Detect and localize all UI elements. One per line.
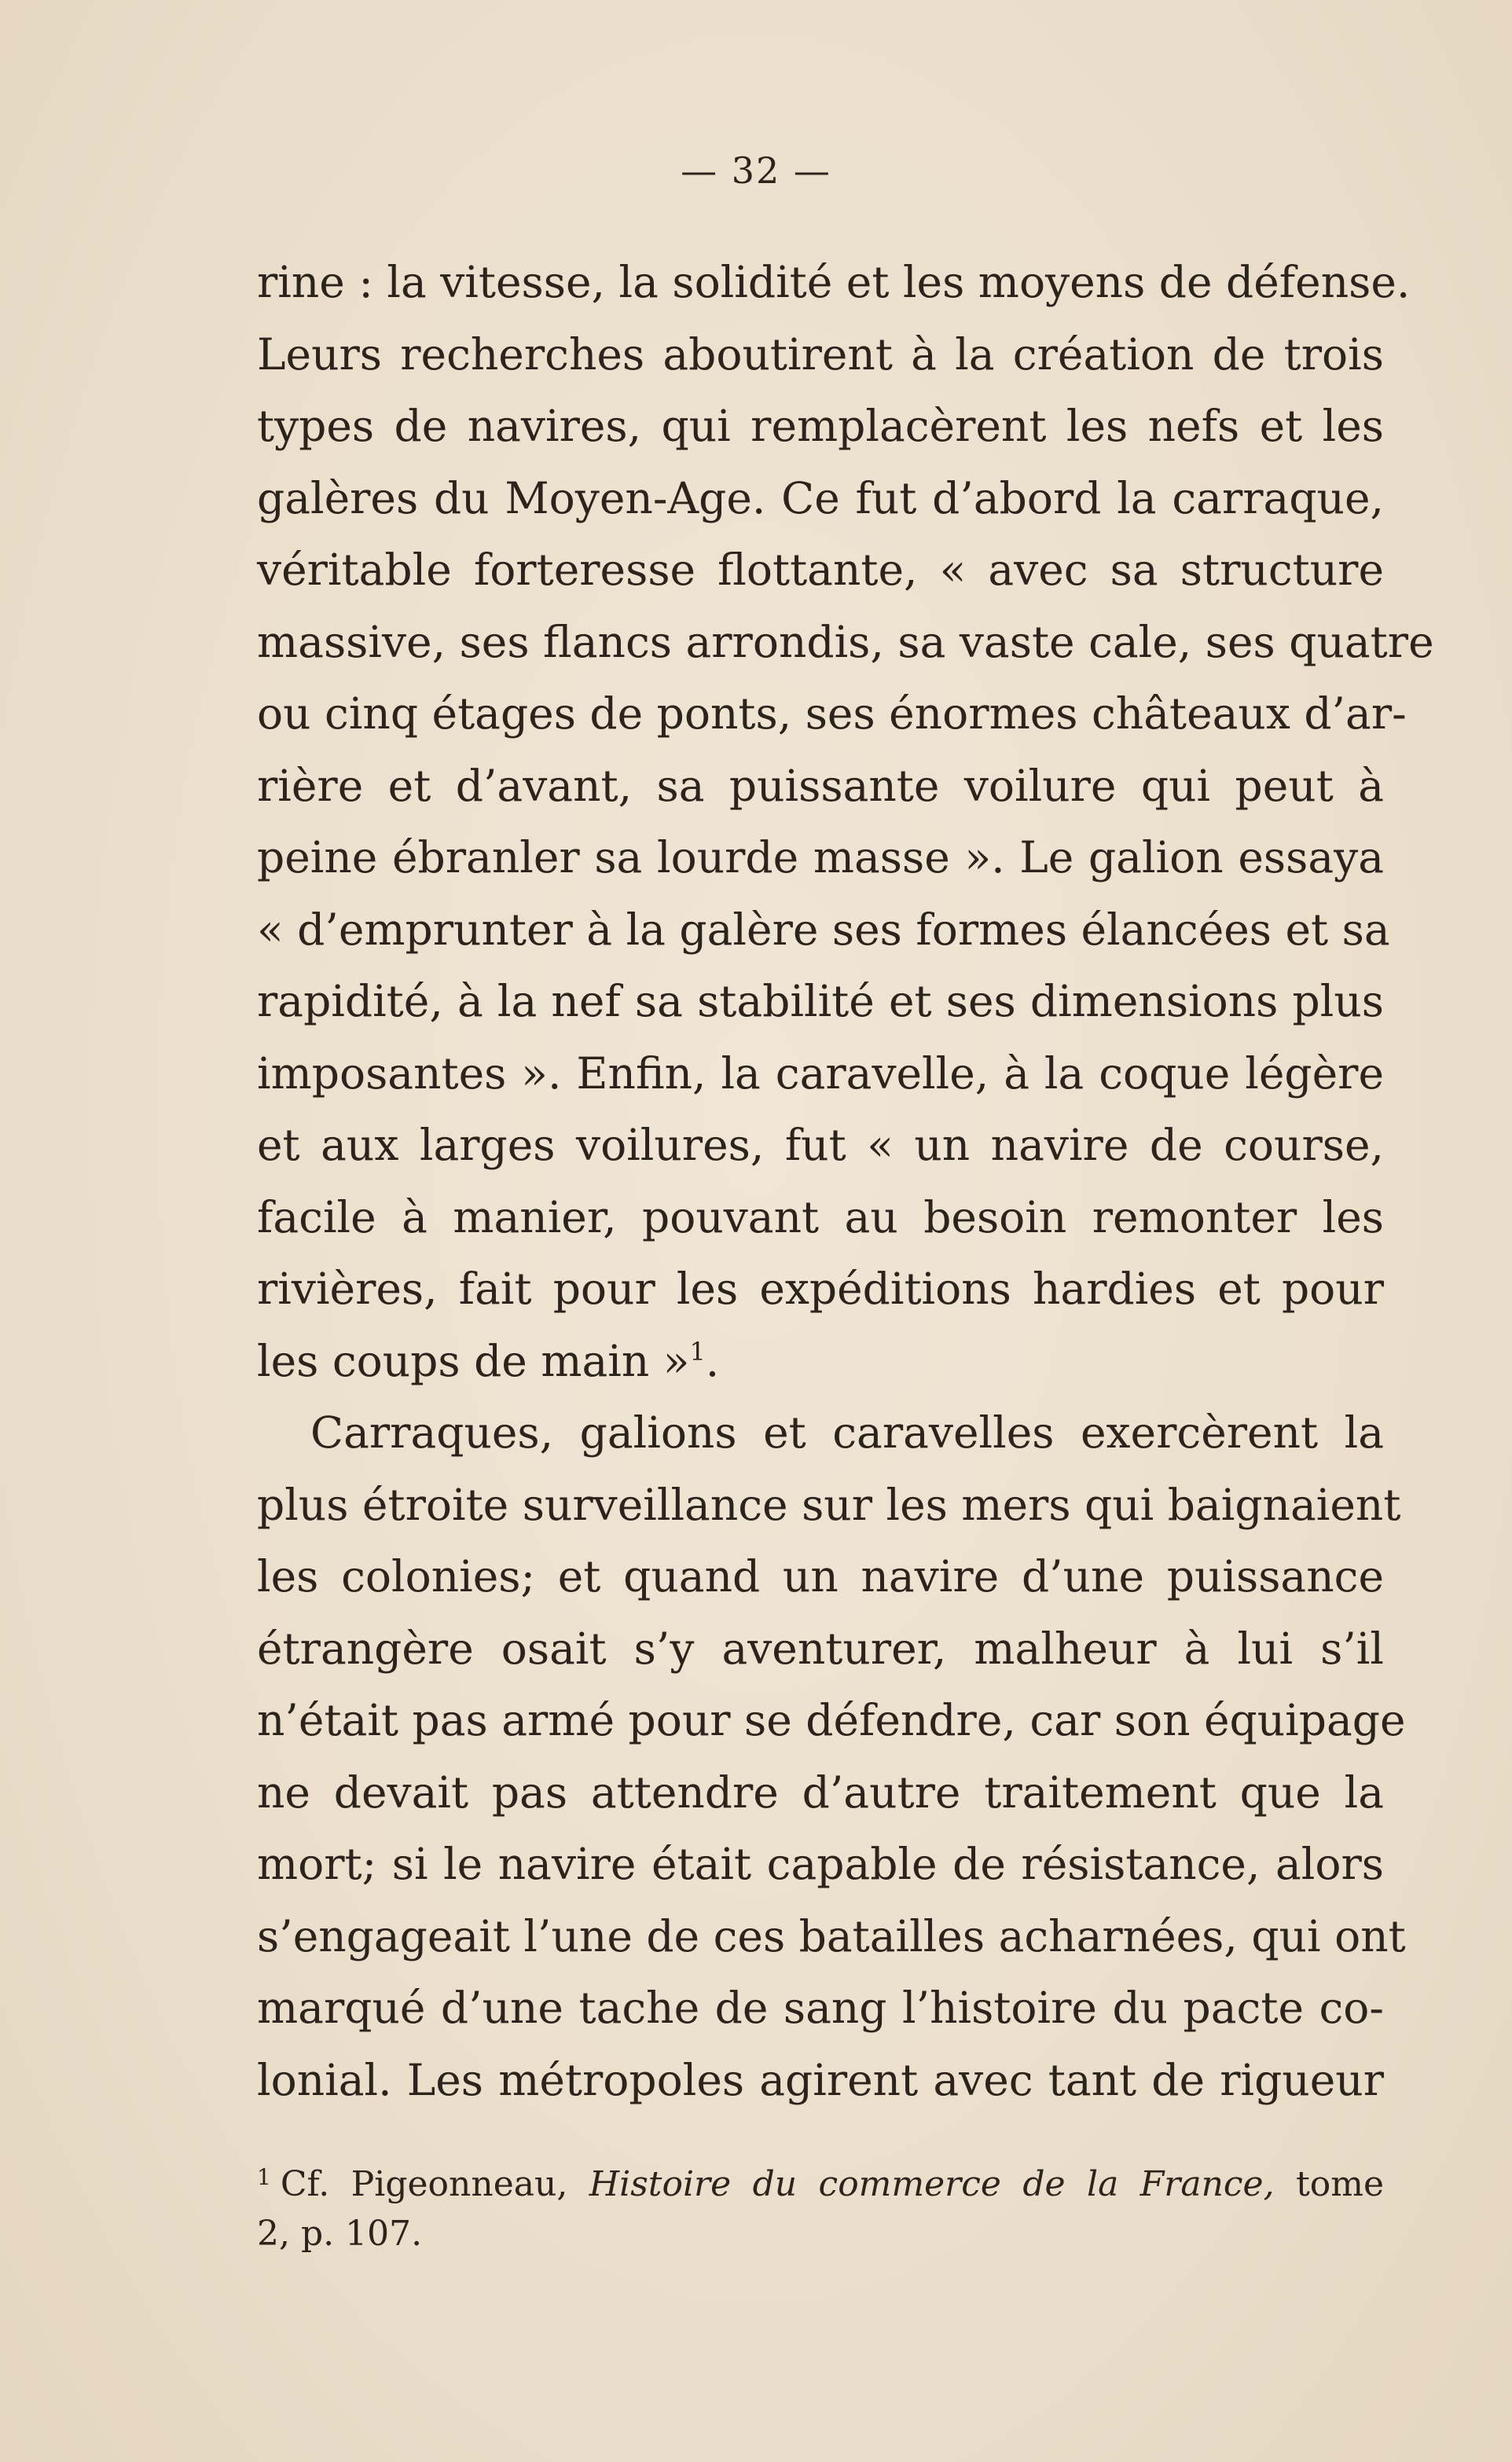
text-line-last (257, 1326, 1384, 1398)
text-line: marqué d’une tache de sang l’histoire du pacte co- (257, 1983, 1384, 2033)
text-line: rine : la vitesse, la solidité et les moyens de défense. (257, 257, 1411, 307)
page-number: — 32 — (681, 149, 831, 192)
text-line: les colonies; et quand un navire d’une puissance (257, 1551, 1384, 1602)
text-line: s’engageait l’une de ces batailles acharnées, qui ont (257, 1910, 1406, 1961)
text-line: massive, ses flancs arrondis, sa vaste cale, ses quatre (257, 616, 1434, 667)
text-line: facile à manier, pouvant au besoin remonter les (257, 1191, 1384, 1242)
footnote-prefix: Cf. Pigeonneau, (280, 2164, 568, 2204)
text-line: peine ébranler sa lourde masse ». Le galion essaya (257, 832, 1384, 882)
footnote-reference: 1 (689, 1336, 706, 1367)
text-line: ou cinq étages de ponts, ses énormes châteaux d’ar- (257, 688, 1407, 739)
footnote-line (257, 2149, 1384, 2206)
text-line: ne devait pas attendre d’autre traitement que la (257, 1767, 1384, 1818)
text-line: étrangère osait s’y aventurer, malheur à lui s’il (257, 1623, 1384, 1674)
body-text (257, 247, 1434, 2116)
text-line: véritable forteresse flottante, « avec sa structure (257, 545, 1384, 595)
text-line: « d’emprunter à la galère ses formes élancées et sa (257, 904, 1390, 955)
text-line: plus étroite surveillance sur les mers qui baignaient (257, 1479, 1401, 1530)
sentence-end: . (705, 1335, 720, 1386)
text-line: rivières, fait pour les expéditions hardies et pour (257, 1264, 1384, 1314)
text-line: mort; si le navire était capable de résistance, alors (257, 1839, 1384, 1889)
footnote-suffix: tome (1296, 2164, 1384, 2204)
text-line: galères du Moyen-Age. Ce fut d’abord la carraque, (257, 472, 1384, 523)
text-line: Leurs recherches aboutirent à la création de trois (257, 328, 1384, 380)
text-line: rière et d’avant, sa puissante voilure qui peut à (257, 760, 1384, 811)
footnote-title: Histoire du commerce de la France, (589, 2164, 1275, 2204)
text-line: n’était pas armé pour se défendre, car son équipage (257, 1695, 1406, 1745)
text-line: rapidité, à la nef sa stabilité et ses dimensions plus (257, 976, 1384, 1026)
text-line: types de navires, qui remplacèrent les nefs et les (257, 401, 1384, 451)
text-line: imposantes ». Enfin, la caravelle, à la coque légère (257, 1048, 1384, 1099)
footnote (257, 2149, 1384, 2262)
text-line: lonial. Les métropoles agirent avec tant de rigueur (257, 2054, 1384, 2105)
footnote-marker: 1 (257, 2164, 271, 2190)
text-line-content: les coups de main » (257, 1335, 690, 1386)
text-line: et aux larges voilures, fut « un navire de course, (257, 1120, 1384, 1170)
text-line: Carraques, galions et caravelles exercèrent la (310, 1407, 1384, 1458)
footnote-line-2: 2, p. 107. (257, 2214, 423, 2254)
